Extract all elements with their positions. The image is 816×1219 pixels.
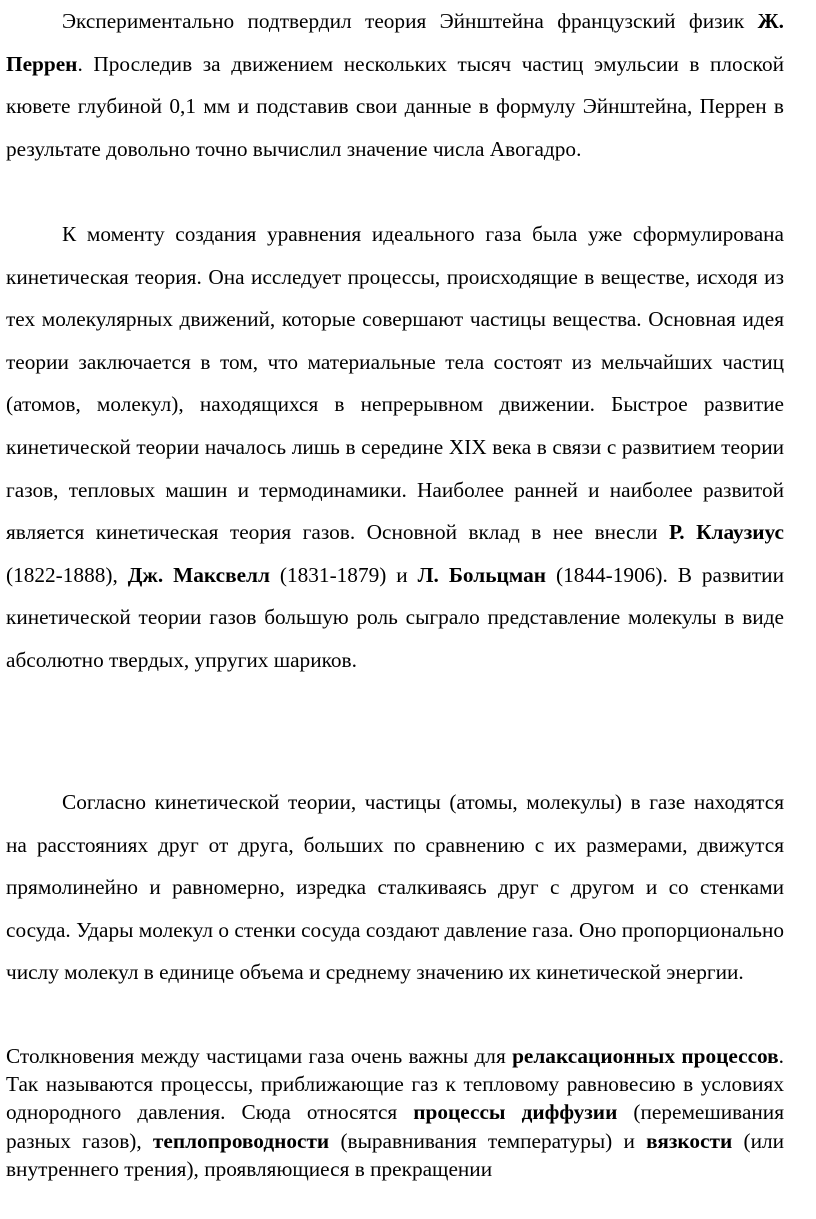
text-run: (или внутреннего трения), проявляющиеся в прекращении [6, 1128, 784, 1181]
bold-name: Л. Больцман [417, 562, 547, 587]
paragraph-relaxation [6, 1042, 784, 1183]
bold-term: релаксационных процессов [512, 1044, 779, 1068]
text-run: (1831-1879) и [269, 562, 418, 587]
paragraph-kinetic-theory [6, 213, 784, 682]
text-run: (1844-1906). В развитии кинетической теории газов большую роль сыграло представление молекулы в виде абсолютно твердых, упругих шариков. [6, 562, 784, 672]
text-run: (1822-1888), [6, 562, 128, 587]
text-run: Согласно кинетической теории, частицы (атомы, молекулы) в газе находятся на расстояниях друг от друга, больших по сравнению с их размерами, движутся прямолинейно и равномерно, изредка сталкиваясь друг с другом и со стенками сосуда. Удары молекул о стенки сосуда создают давление газа. Оно пропорционально числу молекул в единице объема и среднему значению их кинетической энергии. [6, 790, 784, 985]
text-run: (выравнивания температуры) и [329, 1128, 647, 1153]
bold-term: процессы диффузии [413, 1100, 618, 1125]
indent [6, 222, 62, 246]
text-run: (перемешивания разных газов), [6, 1100, 784, 1153]
bold-name: Р. Клаузиус [668, 520, 784, 545]
bold-term: вязкости [646, 1128, 733, 1153]
paragraph-gas-particles [6, 781, 784, 994]
text-run: Столкновения между частицами газа очень важны для [6, 1044, 513, 1068]
text-run: . Так называются процессы, приближающие газ к тепловому равновесию в условиях однородного давления. Сюда относятся [6, 1044, 784, 1125]
text-run: К моменту создания уравнения идеального газа была уже сформулирована кинетическая теория. Она исследует процессы, происходящие в веществе, исходя из тех молекулярных движений, которые совершают частицы вещества. Основная идея теории заключается в том, что материальные тела состоят из мельчайших частиц (атомов, молекул), находящихся в непрерывном движении. Быстрое развитие кинетической теории началось лишь в середине XIX века в связи с развитием теории газов, тепловых машин и термодинамики. Наиболее ранней и наиболее развитой является кинетическая теория газов. Основной вклад в нее внесли [6, 222, 784, 545]
bold-name: Ж. Перрен [6, 9, 784, 76]
bold-term: теплопроводности [152, 1128, 330, 1153]
bold-name: Дж. Максвелл [127, 562, 270, 587]
indent [6, 9, 62, 33]
text-run: . Проследив за движением нескольких тысяч частиц эмульсии в плоской кювете глубиной 0,1 мм и подставив свои данные в формулу Эйнштейна, Перрен в результате довольно точно вычислил значение числа Авогадро. [6, 51, 784, 161]
paragraph-perrin [6, 0, 784, 170]
indent [6, 790, 62, 814]
text-run: Экспериментально подтвердил теория Эйнштейна французский физик [62, 9, 758, 33]
